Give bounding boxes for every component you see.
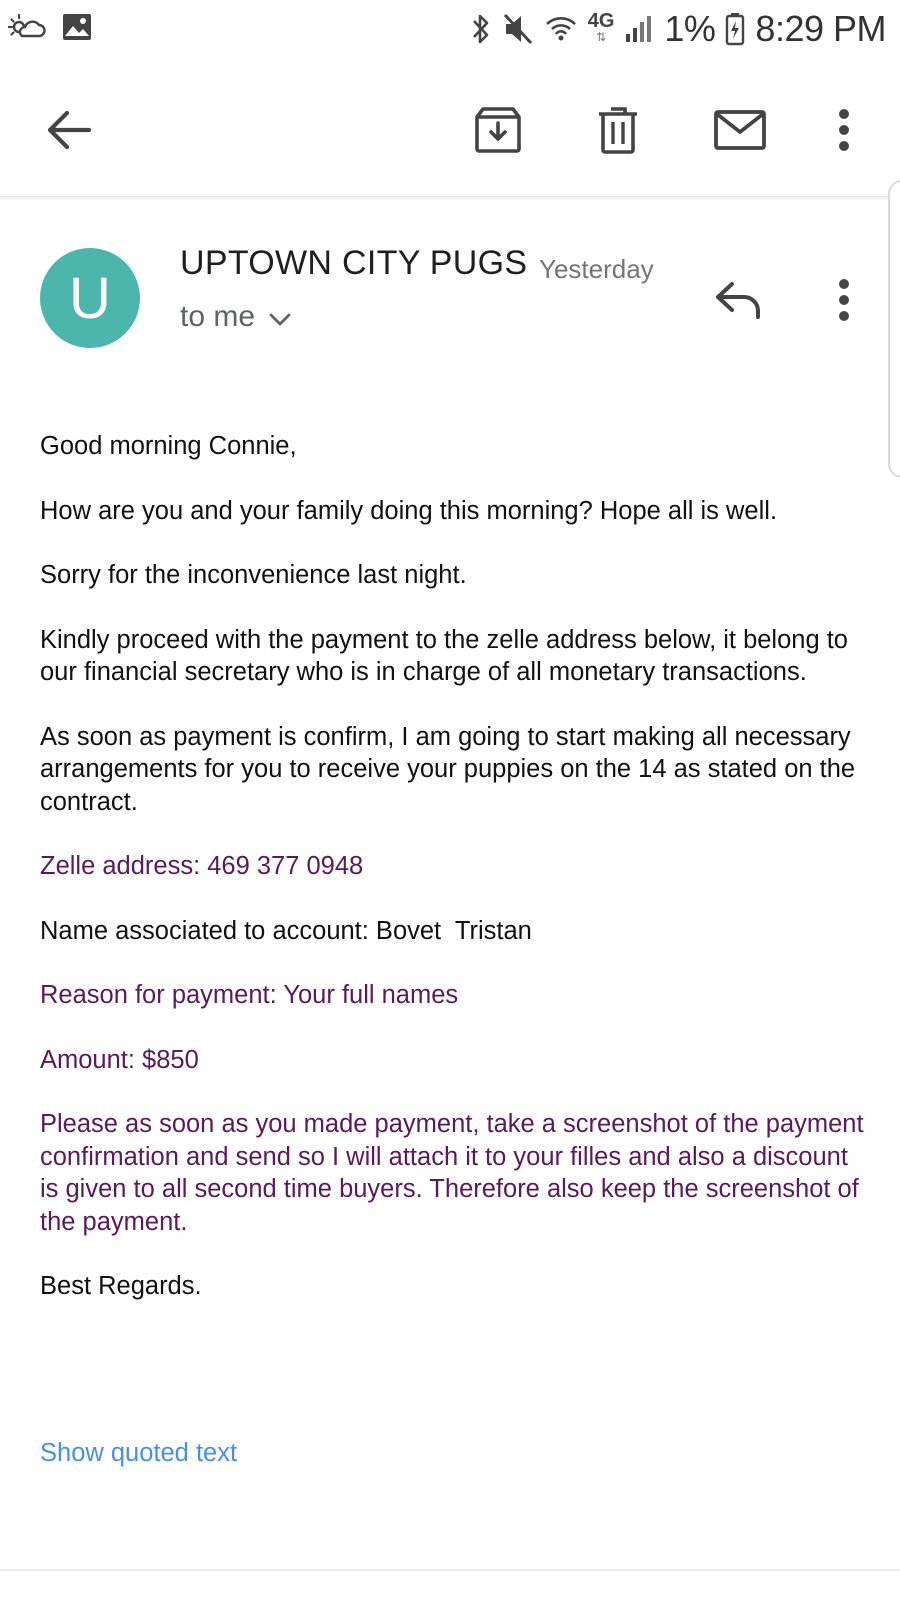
body-paragraph: Sorry for the inconvenience last night. <box>40 561 467 589</box>
wifi-icon <box>544 12 578 46</box>
body-paragraph: As soon as payment is confirm, I am going to start making all necessary arrangements for you to receive your puppies on the 14 as stated on the contract. <box>40 722 856 816</box>
status-bar-left <box>8 12 92 42</box>
message-more-button[interactable] <box>812 268 876 332</box>
archive-icon <box>474 106 522 154</box>
body-paragraph: Kindly proceed with the payment to the zelle address below, it belong to our financial secretary who is in charge of all monetary transactions. <box>40 625 848 686</box>
message-body <box>40 430 870 1335</box>
recipient-label: to me <box>180 300 256 333</box>
mute-icon <box>502 12 534 46</box>
scroll-indicator[interactable] <box>888 180 900 478</box>
archive-button[interactable] <box>466 98 530 162</box>
payment-instructions: Please as soon as you made payment, take a screenshot of the payment confirmation and send so I will attach it to your filles and also a discount is given to all second time buyers. Therefore also keep the screenshot of the payment. <box>40 1110 864 1236</box>
more-vert-icon <box>837 108 851 152</box>
bluetooth-icon <box>470 12 492 46</box>
zelle-address: Zelle address: 469 377 0948 <box>40 852 364 880</box>
sender-name: UPTOWN CITY PUGS <box>180 244 528 282</box>
payment-amount: Amount: $850 <box>40 1045 199 1074</box>
data-arrows-icon: ⇅ <box>596 30 607 44</box>
delete-icon <box>598 106 638 154</box>
more-vert-icon <box>837 278 851 322</box>
mark-unread-button[interactable] <box>708 98 772 162</box>
greeting: Good morning Connie, <box>40 432 297 460</box>
toolbar <box>0 70 900 190</box>
recipient-details-toggle[interactable] <box>180 300 291 334</box>
status-bar-right <box>470 6 886 52</box>
status-bar <box>0 0 900 58</box>
more-options-button[interactable] <box>812 98 876 162</box>
weather-icon <box>8 12 46 42</box>
image-notification-icon <box>62 13 92 41</box>
show-quoted-text-link[interactable]: Show quoted text <box>40 1439 238 1467</box>
chevron-down-icon <box>269 313 291 327</box>
battery-charging-icon <box>725 12 745 46</box>
reply-button[interactable] <box>706 268 770 332</box>
toolbar-divider <box>0 196 900 200</box>
account-name: Name associated to account: Bovet Tristan <box>40 916 532 945</box>
message-date: Yesterday <box>539 254 654 284</box>
payment-reason: Reason for payment: Your full names <box>40 981 459 1009</box>
reply-icon <box>714 281 762 319</box>
network-type: 4G ⇅ <box>587 10 615 44</box>
sender-avatar[interactable]: U <box>40 248 140 348</box>
mail-icon <box>714 110 766 150</box>
status-time: 8:29 PM <box>755 8 886 49</box>
bottom-divider <box>0 1569 900 1571</box>
battery-percent: 1% <box>664 8 716 49</box>
body-paragraph: How are you and your family doing this morning? Hope all is well. <box>40 496 778 525</box>
back-arrow-icon <box>45 110 91 150</box>
back-button[interactable] <box>36 98 100 162</box>
delete-button[interactable] <box>586 98 650 162</box>
closing: Best Regards. <box>40 1272 202 1300</box>
signal-icon <box>624 14 654 44</box>
